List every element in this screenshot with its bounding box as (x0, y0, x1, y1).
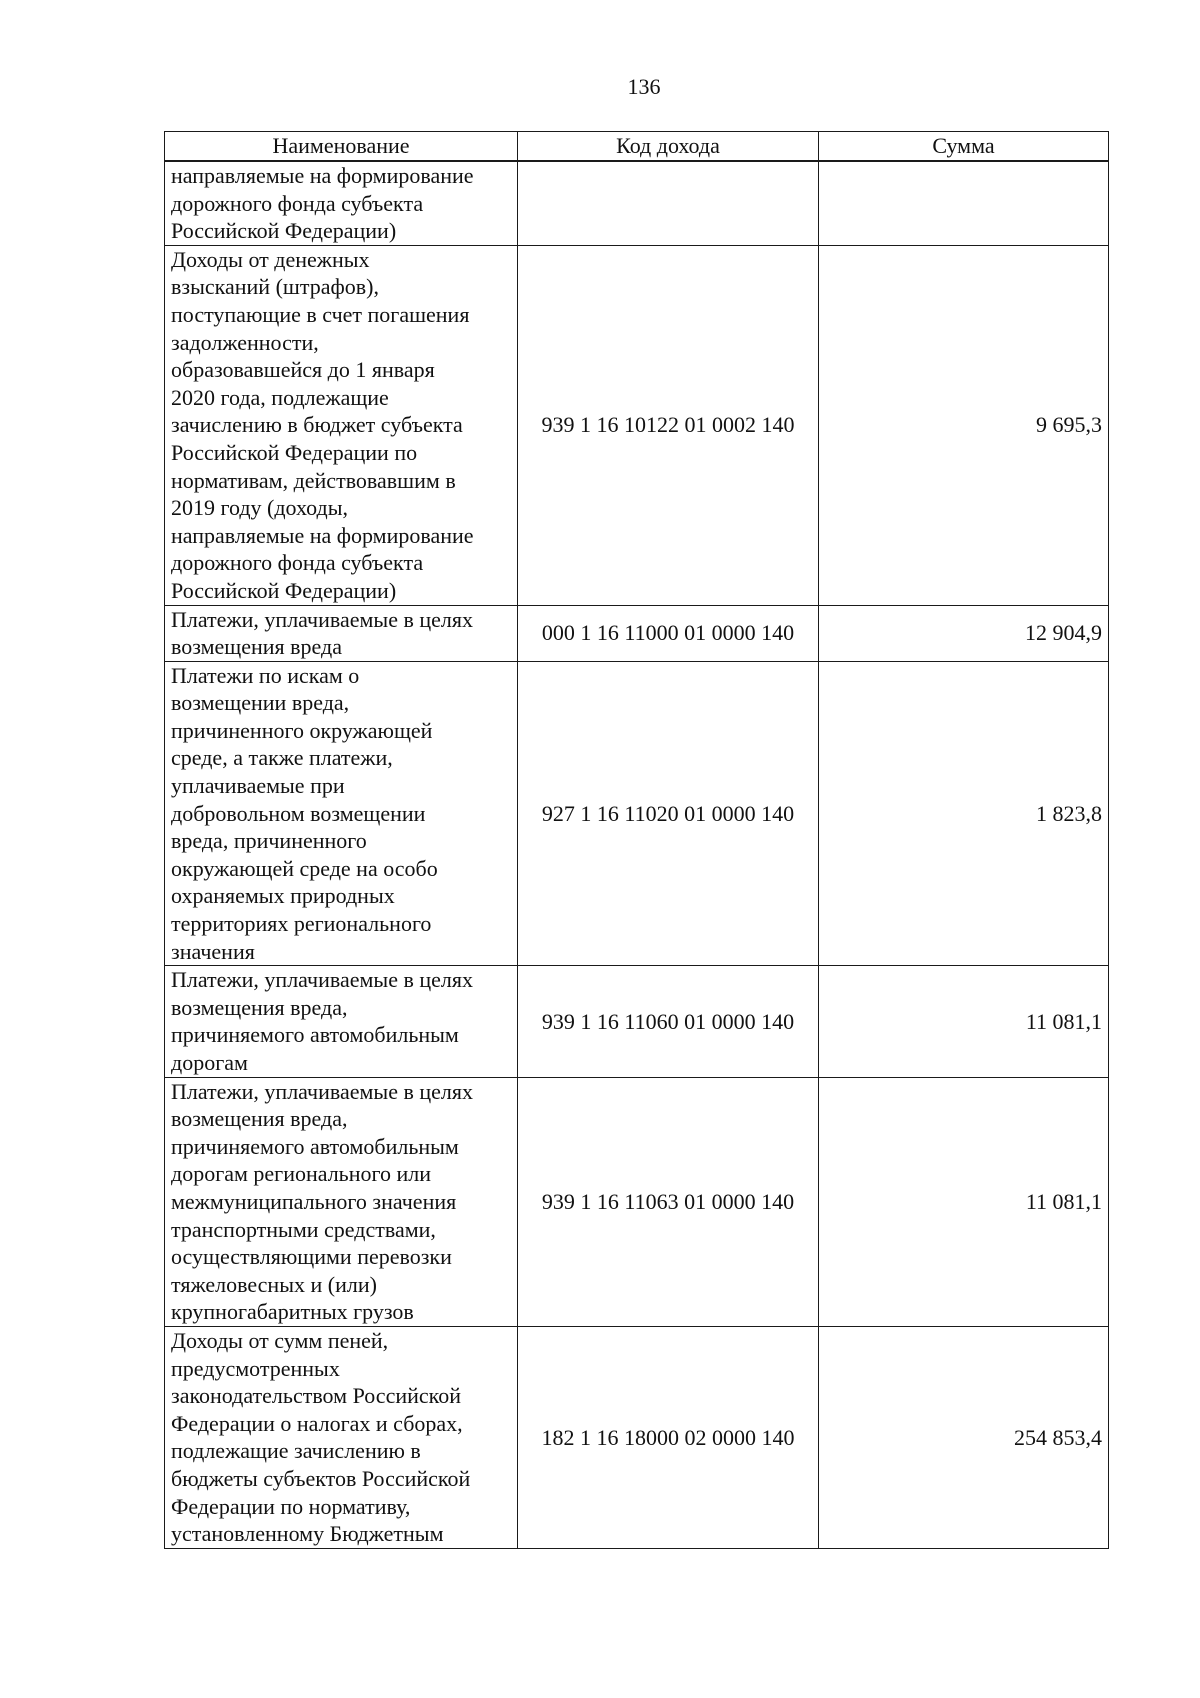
table-row (165, 161, 1109, 245)
row-name: Доходы от денежных взысканий (штрафов), поступающие в счет погашения задолженности, образовавшейся до 1 января 2020 года, подлежащие зачислению в бюджет субъекта Российской Федерации по нормативам, действовавшим в 2019 году (доходы, направляемые на формирование дорожного фонда субъекта Российской Федерации) (165, 245, 518, 605)
page-number: 136 (627, 74, 661, 99)
row-sum: 254 853,4 (819, 1326, 1109, 1548)
row-name: Платежи по искам о возмещении вреда, причиненного окружающей среде, а также платежи, уплачиваемые при добровольном возмещении вреда, причиненного окружающей среде на особо охраняемых природных территориях регионального значения (165, 661, 518, 966)
table-row (165, 661, 1109, 966)
row-code: 182 1 16 18000 02 0000 140 (518, 1326, 819, 1548)
row-sum: 1 823,8 (819, 661, 1109, 966)
row-sum: 9 695,3 (819, 245, 1109, 605)
row-sum (819, 161, 1109, 245)
header-name: Наименование (165, 132, 518, 162)
row-code (518, 161, 819, 245)
table-row (165, 1077, 1109, 1326)
table-row (165, 605, 1109, 661)
revenue-table (164, 131, 1109, 1549)
row-code: 939 1 16 11063 01 0000 140 (518, 1077, 819, 1326)
row-code: 939 1 16 11060 01 0000 140 (518, 966, 819, 1077)
row-code: 939 1 16 10122 01 0002 140 (518, 245, 819, 605)
table-row (165, 245, 1109, 605)
table-header-row (165, 132, 1109, 162)
row-name: Доходы от сумм пеней, предусмотренных законодательством Российской Федерации о налогах и сборах, подлежащие зачислению в бюджеты субъектов Российской Федерации по нормативу, установленному Бюджетным (165, 1326, 518, 1548)
header-sum: Сумма (819, 132, 1109, 162)
row-sum: 11 081,1 (819, 966, 1109, 1077)
table-row (165, 1326, 1109, 1548)
row-sum: 12 904,9 (819, 605, 1109, 661)
row-name: Платежи, уплачиваемые в целях возмещения вреда, причиняемого автомобильным дорогам регионального или межмуниципального значения транспортными средствами, осуществляющими перевозки тяжеловесных и (или) крупногабаритных грузов (165, 1077, 518, 1326)
row-name: Платежи, уплачиваемые в целях возмещения вреда, причиняемого автомобильным дорогам (165, 966, 518, 1077)
row-name: направляемые на формирование дорожного фонда субъекта Российской Федерации) (165, 161, 518, 245)
header-code: Код дохода (518, 132, 819, 162)
row-sum: 11 081,1 (819, 1077, 1109, 1326)
row-code: 927 1 16 11020 01 0000 140 (518, 661, 819, 966)
table-row (165, 966, 1109, 1077)
row-name: Платежи, уплачиваемые в целях возмещения вреда (165, 605, 518, 661)
row-code: 000 1 16 11000 01 0000 140 (518, 605, 819, 661)
